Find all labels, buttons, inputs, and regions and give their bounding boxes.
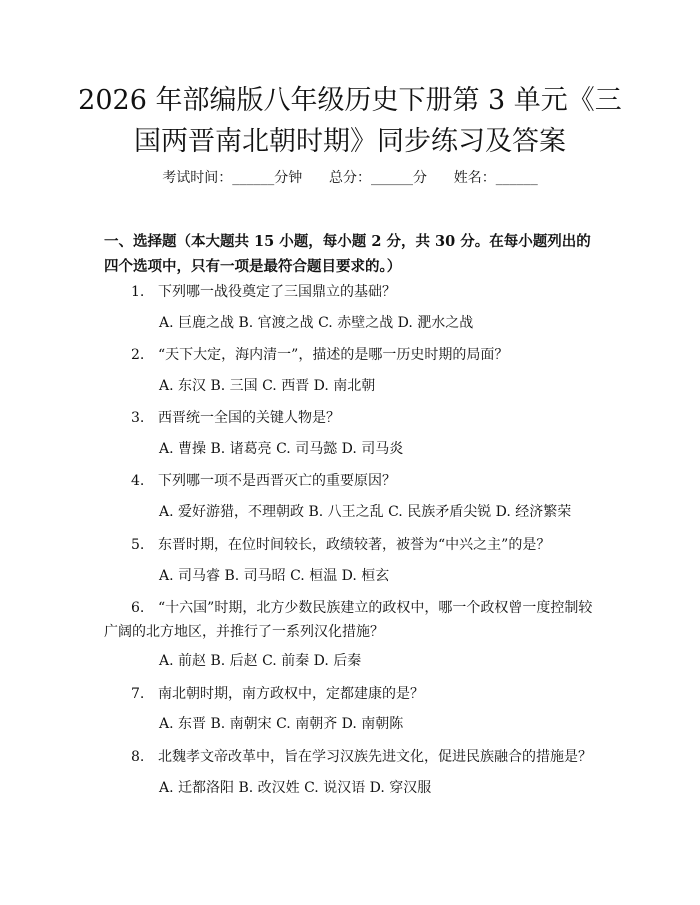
exam-info-line: 考试时间：______分钟 总分：______分 姓名：______: [162, 170, 538, 186]
question-stem: [104, 280, 600, 304]
question-stem: [104, 469, 600, 493]
question-number: 7.: [131, 686, 145, 702]
question-options: A. 东汉 B. 三国 C. 西晋 D. 南北朝: [159, 378, 376, 394]
question-options: A. 爱好游猎，不理朝政 B. 八王之乱 C. 民族矛盾尖锐 D. 经济繁荣: [159, 504, 572, 520]
question-stem: [104, 745, 600, 769]
question-number: 4.: [131, 473, 145, 489]
title-line-2: 国两晋南北朝时期》同步练习及答案: [134, 126, 566, 157]
question-stem: [104, 406, 600, 430]
document-title: [60, 80, 640, 162]
question-text: “天下大定，海内清一”，描述的是哪一历史时期的局面？: [158, 347, 509, 363]
question-number: 6.: [131, 600, 145, 616]
question-text: 东晋时期，在位时间较长，政绩较著，被誉为“中兴之主”的是？: [158, 537, 551, 553]
question-text: “十六国”时期，北方少数民族建立的政权中，哪一个政权曾一度控制较广阔的北方地区，并推行了一系列汉化措施？: [104, 600, 593, 640]
question-stem: [104, 533, 600, 557]
question-number: 2.: [131, 347, 145, 363]
question-text: 北魏孝文帝改革中，旨在学习汉族先进文化，促进民族融合的措施是？: [158, 749, 592, 765]
question-stem: [104, 343, 600, 367]
question-options: A. 迁都洛阳 B. 改汉姓 C. 说汉语 D. 穿汉服: [159, 780, 432, 796]
question-number: 3.: [131, 410, 145, 426]
question-options: A. 曹操 B. 诸葛亮 C. 司马懿 D. 司马炎: [159, 441, 404, 457]
title-line-1: 2026 年部编版八年级历史下册第 3 单元《三: [78, 85, 622, 116]
question-options: A. 前赵 B. 后赵 C. 前秦 D. 后秦: [159, 653, 362, 669]
question-number: 5.: [131, 537, 145, 553]
question-text: 下列哪一战役奠定了三国鼎立的基础？: [158, 284, 396, 300]
question-stem: [104, 682, 600, 706]
question-number: 1.: [131, 284, 145, 300]
question-text: 西晋统一全国的关键人物是？: [158, 410, 340, 426]
question-text: 南北朝时期，南方政权中，定都建康的是？: [158, 686, 424, 702]
question-number: 8.: [131, 749, 145, 765]
question-options: A. 巨鹿之战 B. 官渡之战 C. 赤壁之战 D. 淝水之战: [159, 315, 474, 331]
question-stem: [104, 596, 600, 644]
question-text: 下列哪一项不是西晋灭亡的重要原因？: [158, 473, 396, 489]
question-options: A. 司马睿 B. 司马昭 C. 桓温 D. 桓玄: [159, 568, 390, 584]
question-options: A. 东晋 B. 南朝宋 C. 南朝齐 D. 南朝陈: [159, 716, 404, 732]
section-heading: 一、选择题（本大题共 15 小题，每小题 2 分，共 30 分。在每小题列出的四个选项中，只有一项是最符合题目要求的。）: [104, 233, 591, 275]
